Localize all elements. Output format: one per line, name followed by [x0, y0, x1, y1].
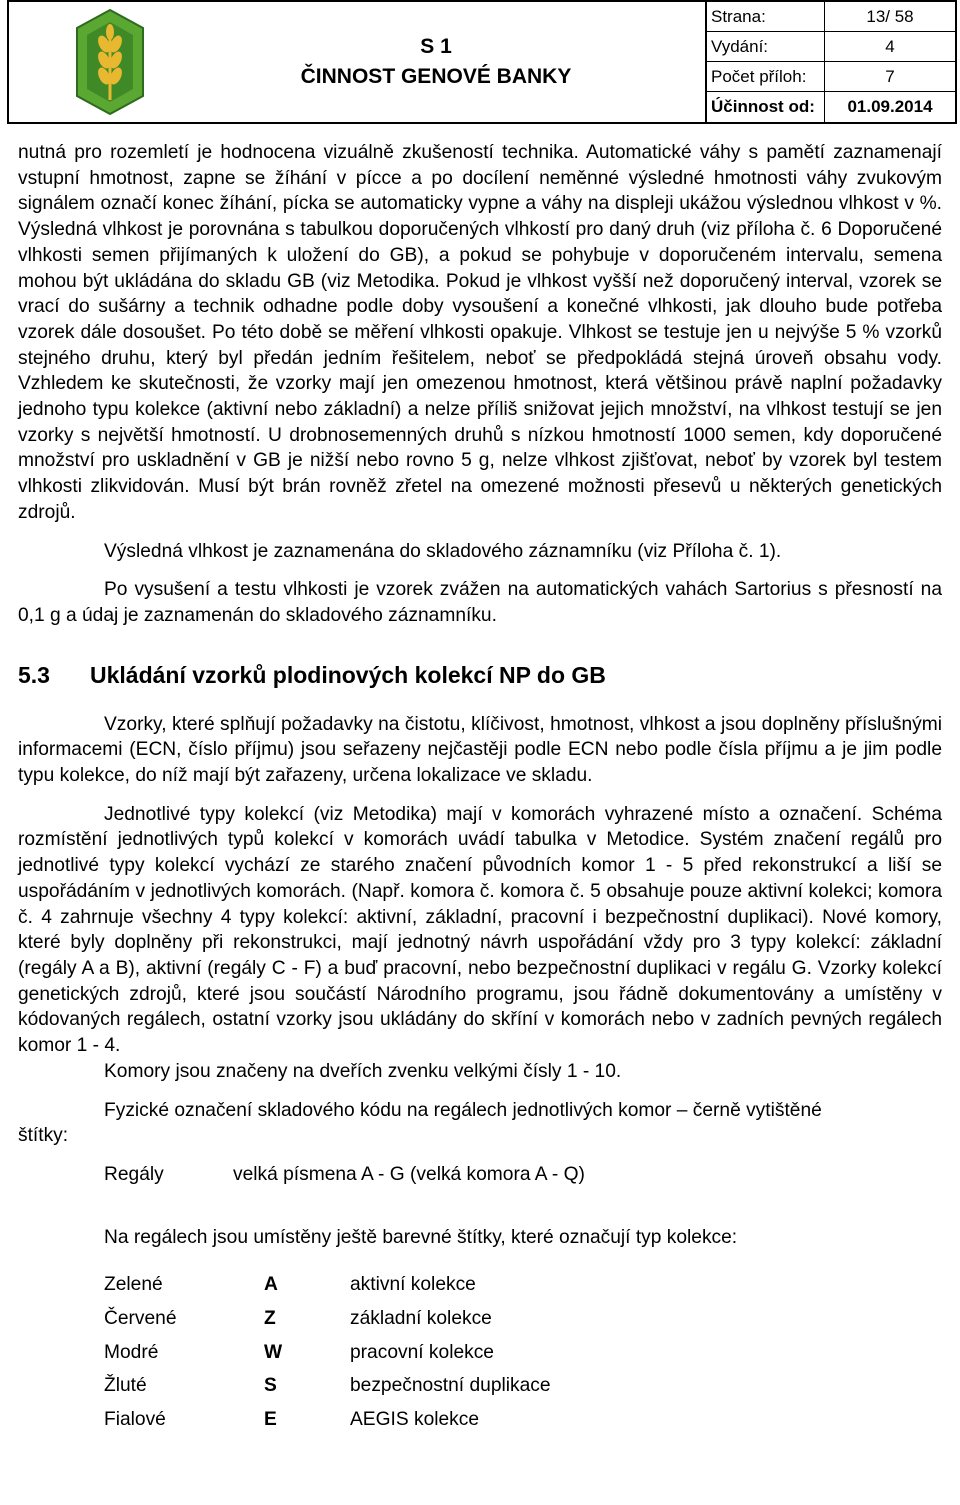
legend-desc: základní kolekce: [350, 1308, 492, 1329]
meta-value: 4: [885, 36, 895, 56]
paragraph-colour-labels: Na regálech jsou umístěny ještě barevné štítky, které označují typ kolekce:: [104, 1226, 738, 1248]
shelves-key: Regály: [104, 1163, 164, 1185]
legend-row: [18, 1336, 942, 1370]
legend-desc: AEGIS kolekce: [350, 1409, 480, 1431]
doc-title: ČINNOST GENOVÉ BANKY: [300, 65, 572, 88]
colour-legend: [18, 1268, 942, 1437]
legend-row: [18, 1302, 942, 1336]
section-title: Ukládání vzorků plodinových kolekcí NP do GB: [90, 661, 606, 688]
legend-desc: aktivní kolekce: [350, 1274, 476, 1296]
paragraph-moisture-test: nutná pro rozemletí je hodnocena vizuálně zkušeností technika. Automatické váhy s pamětí zaznamenají vstupní hmotnost, zapne se žíhání v pícce a po docílení neměnné výsledné hmotnosti váhy zvukovým signálem označí konec žíhání, pícka se automaticky vypne a váhy na displeji ukážou výslednou vlhkost v %. Výsledná vlhkost je porovnána s tabulkou doporučených vlhkostí pro daný druh (viz příloha č. 6 Doporučené vlhkosti semen přijímaných k uložení do GB), a pokud se pohybuje v doporučeném intervalu, semena mohou být ukládána do skladu GB (viz Metodika. Pokud je vlhkost vyšší než doporučený interval, vzorek se vrací do sušárny a technik odhadne podle doby vysoušení a konečné vlhkosti, jak dlouho bude potřeba vzorek dále dosoušet. Po této době se měření vlhkosti opakuje. Vlhkost se testuje jen u nejvýše 5 % vzorků stejného druhu, který byl předán jedním řešitelem, neboť se předpokládá stejná úroveň obsahu vody. Vzhledem ke skutečnosti, že vzorky mají jen omezenou hmotnost, která většinou právě naplní požadavky jednoho typu kolekce (aktivní nebo základní) a nelze příliš snižovat jejich množství, na vlhkost testují se jen vzorky s největší hmotností. U drobnosemenných druhů s nízkou hmotností 1000 semen, kdy doporučené množství pro uskladnění v GB je nižší nebo rovno 5 g, nelze vlhkost zjišťovat, neboť by vzorek byl testem vlhkosti zlikvidován. Musí být brán rovněž zřetel na omezené možnosti přesevů u některých genetických zdrojů.: [18, 142, 942, 523]
paragraph-collection-types: Jednotlivé typy kolekcí (viz Metodika) mají v komorách vyhrazené místo a označení. Schéma rozmístění jednotlivých typů kolekcí v komorách uvádí tabulka v Metodice. Systém značení regálů pro jednotlivé typy kolekcí vychází ze starého značení původních komor 1 - 5 před rekonstrukcí a liší se uspořádáním v jednotlivých komorách. (Např. komora č. komora č. 5 obsahuje pouze aktivní kolekci; komora č. 4 zahrnuje všechny 4 typy kolekcí: aktivní, základní, pracovní i bezpečnostní duplikaci). Nové komory, které byly doplněny při rekonstrukci, mají jednotný návrh uspořádání vždy pro 3 typy kolekcí: základní (regály A a B), aktivní (regály C - F) a buď pracovní, nebo bezpečnostní duplikaci v regálu G. Vzorky kolekcí genetických zdrojů, které jsou součástí Národního programu, jsou řádně dokumentovány a umístěny v kódovaných regálech, ostatní vzorky jsou ukládány do skříní v komorách nebo v zadních pevných regálech komor 1 - 4.: [18, 803, 942, 1057]
legend-code: W: [264, 1341, 283, 1363]
legend-row: [18, 1403, 942, 1437]
logo-cell: [9, 2, 167, 122]
document-body: [18, 140, 942, 1437]
legend-code: Z: [264, 1308, 276, 1329]
meta-row-effective: [707, 92, 955, 122]
legend-colour: Modré: [104, 1341, 159, 1363]
legend-colour: Žluté: [104, 1375, 147, 1397]
meta-label: Účinnost od:: [707, 92, 825, 122]
meta-row-page: [707, 2, 955, 32]
legend-code: E: [264, 1409, 277, 1431]
legend-desc: pracovní kolekce: [350, 1341, 494, 1363]
paragraph-moisture-record: Výsledná vlhkost je zaznamenána do skladového záznamníku (viz Příloha č. 1).: [104, 540, 782, 562]
section-heading: [18, 660, 942, 690]
meta-value: 01.09.2014: [847, 97, 933, 116]
shelf-labels-suffix: štítky:: [18, 1125, 69, 1147]
legend-row: [18, 1268, 942, 1302]
shelves-value: velká písmena A - G (velká komora A - Q): [233, 1163, 585, 1185]
shelves-row: [18, 1162, 942, 1188]
legend-colour: Červené: [104, 1308, 177, 1329]
meta-row-edition: [707, 32, 955, 62]
header-title-block: [167, 2, 705, 122]
legend-code: S: [264, 1375, 277, 1397]
meta-label: Vydání:: [707, 32, 825, 61]
shelf-labels-text: Fyzické označení skladového kódu na regálech jednotlivých komor – černě vytištěné: [104, 1099, 822, 1121]
legend-desc: bezpečnostní duplikace: [350, 1375, 551, 1397]
meta-row-attachments: [707, 62, 955, 92]
paragraph-sorting: Vzorky, které splňují požadavky na čistotu, klíčivost, hmotnost, vlhkost a jsou doplněny příslušnými informacemi (ECN, číslo příjmu) jsou seřazeny nejčastěji podle ECN nebo podle čísla příjmu a je jim podle typu kolekce, do níž mají být zařazeny, určena lokalizace ve skladu.: [18, 713, 942, 787]
paragraph-chamber-numbers: Komory jsou značeny na dveřích zvenku velkými čísly 1 - 10.: [104, 1060, 622, 1082]
meta-label: Strana:: [707, 2, 825, 31]
paragraph-weighing: Po vysušení a testu vlhkosti je vzorek zvážen na automatických vahách Sartorius s přesností na 0,1 g a údaj je zaznamenán do skladového záznamníku.: [18, 579, 942, 626]
paragraph-shelf-labels: [18, 1098, 942, 1149]
legend-colour: Fialové: [104, 1409, 166, 1431]
doc-code: S 1: [420, 35, 452, 58]
genebank-logo-icon: [75, 8, 145, 116]
document-header: [7, 0, 957, 124]
meta-value: 13/ 58: [866, 6, 914, 26]
legend-row: [18, 1369, 942, 1403]
section-number: 5.3: [18, 661, 50, 688]
legend-code: A: [264, 1274, 278, 1296]
legend-colour: Zelené: [104, 1274, 163, 1296]
meta-value: 7: [885, 66, 895, 86]
meta-label: Počet příloh:: [707, 62, 825, 91]
header-meta-table: [705, 2, 955, 122]
